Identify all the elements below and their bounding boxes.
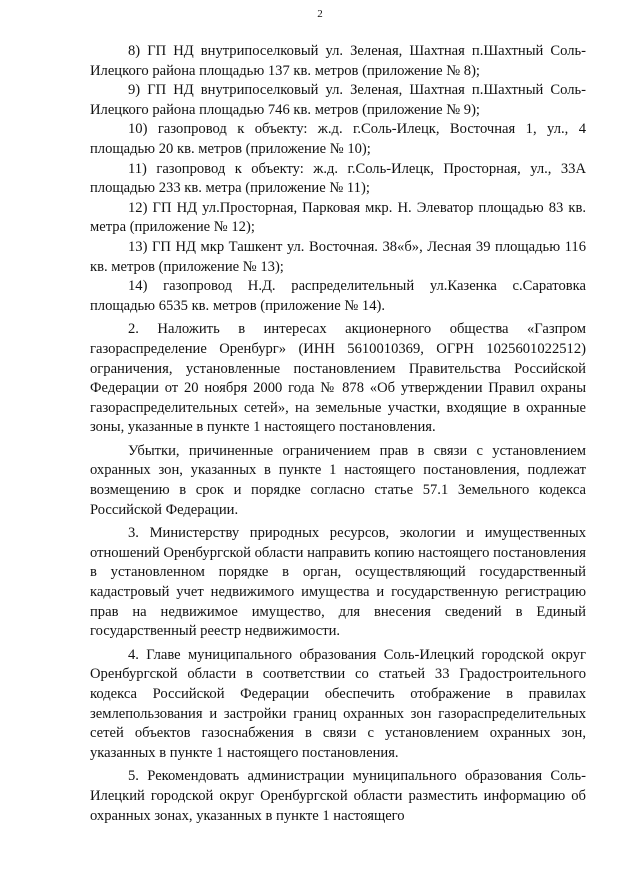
list-item-13: 13) ГП НД мкр Ташкент ул. Восточная. 38«б», Лесная 39 площадью 116 кв. метров (приложение № 13); <box>90 238 586 275</box>
list-item-9: 9) ГП НД внутрипоселковый ул. Зеленая, Шахтная п.Шахтный Соль-Илецкого района площадью 746 кв. метров (приложение № 9); <box>90 82 586 118</box>
paragraph-section-3: 3. Министерству природных ресурсов, экологии и имущественных отношений Оренбургской области направить копию настоящего постановления в установленном порядке в орган, осуществляющий государственный кадастровый учет недвижимого имущества и государственную регистрацию прав на недвижимое имущество, для внесения сведений в Единый государственный реестр недвижимости. <box>90 525 586 640</box>
document-body <box>90 42 586 826</box>
page-number: 2 <box>317 8 323 20</box>
paragraph-section-5: 5. Рекомендовать администрации муниципального образования Соль-Илецкий городской округ Оренбургской области разместить информацию об охранных зонах, указанных в пункте 1 настоящего <box>90 768 586 824</box>
list-item-8: 8) ГП НД внутрипоселковый ул. Зеленая, Шахтная п.Шахтный Соль-Илецкого района площадью 137 кв. метров (приложение № 8); <box>90 43 586 79</box>
paragraph-losses: Убытки, причиненные ограничением прав в связи с установлением охранных зон, указанных в пункте 1 настоящего постановления, подлежат возмещению в срок и порядке согласно статье 57.1 Земельного кодекса Российской Федерации. <box>90 442 586 518</box>
list-item-14: 14) газопровод Н.Д. распределительный ул.Казенка с.Саратовка площадью 6535 кв. метров (приложение № 14). <box>90 278 586 314</box>
list-item-12: 12) ГП НД ул.Просторная, Парковая мкр. Н. Элеватор площадью 83 кв. метра (приложение № 12); <box>90 199 586 236</box>
list-item-10: 10) газопровод к объекту: ж.д. г.Соль-Илецк, Восточная 1, ул., 4 площадью 20 кв. метров (приложение № 10); <box>90 121 586 157</box>
paragraph-section-2: 2. Наложить в интересах акционерного общества «Газпром газораспределение Оренбург» (ИНН 5610010369, ОГРН 1025601022512) ограничения, установленные постановлением Правительства Российской Федерации от 20 ноября 2000 года № 878 «Об утверждении Правил охраны газораспределительных сетей», на земельные участки, входящие в охранные зоны, указанные в пункте 1 настоящего постановления. <box>90 321 586 436</box>
list-item-11: 11) газопровод к объекту: ж.д. г.Соль-Илецк, Просторная, ул., 33А площадью 233 кв. метра (приложение № 11); <box>90 160 586 197</box>
paragraph-section-4: 4. Главе муниципального образования Соль-Илецкий городской округ Оренбургской области в соответствии со статьей 33 Градостроительного кодекса Российской Федерации обеспечить отображение в правилах землепользования и застройки границ охранных зон газораспределительных сетей объектов газоснабжения в связи с установлением охранных зон, указанных в пункте 1 настоящего постановления. <box>90 646 586 761</box>
